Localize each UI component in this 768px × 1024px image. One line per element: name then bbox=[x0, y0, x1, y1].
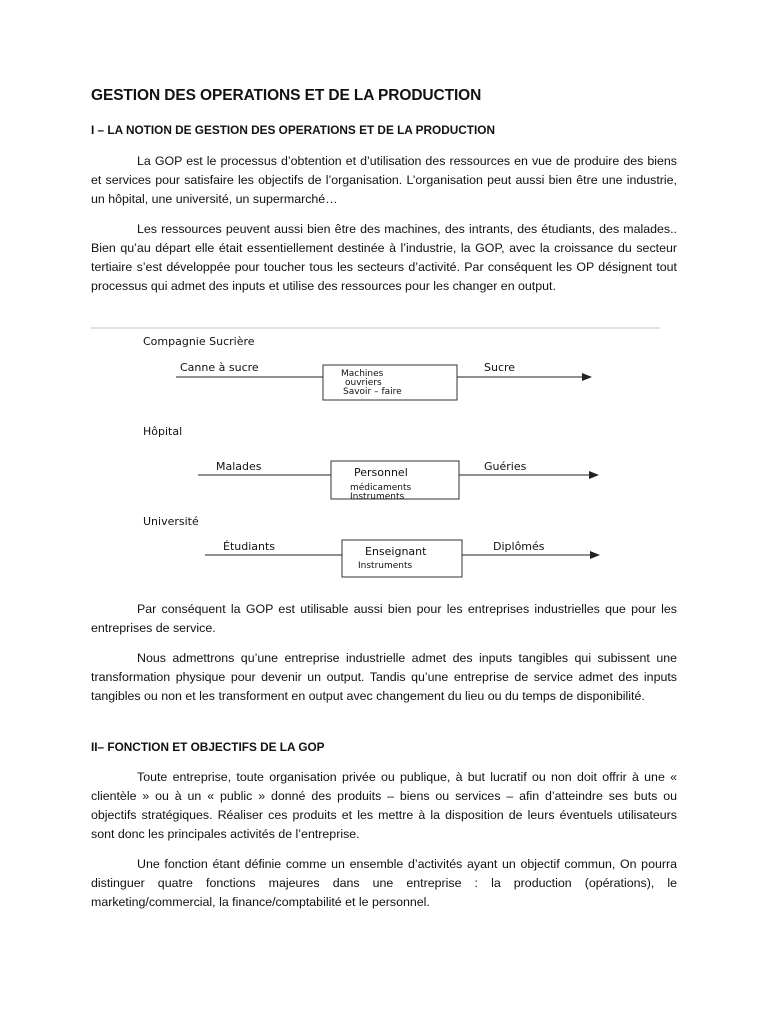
box-line: Instruments bbox=[358, 561, 413, 571]
document-title: GESTION DES OPERATIONS ET DE LA PRODUCTION bbox=[91, 87, 482, 104]
box-line: médicaments bbox=[350, 483, 412, 493]
example-label: Compagnie Sucrière bbox=[143, 335, 255, 348]
paragraph: Une fonction étant définie comme un ensemble d’activités ayant un objectif commun, On pourra distinguer quatre fonctions majeures dans une entreprise : la production (opérations), le marketing/commercial, la finance/comptabilité et le personnel. bbox=[91, 857, 677, 909]
example-label: Hôpital bbox=[143, 425, 183, 438]
section-1-heading: I – LA NOTION DE GESTION DES OPERATIONS ET DE LA PRODUCTION bbox=[91, 123, 495, 137]
input-output-diagram bbox=[88, 322, 668, 584]
example-label: Université bbox=[143, 515, 199, 528]
paragraph: Par conséquent la GOP est utilisable aussi bien pour les entreprises industrielles que pour les entreprises de service. bbox=[91, 602, 677, 635]
input-label: Malades bbox=[216, 460, 262, 473]
paragraph: Les ressources peuvent aussi bien être des machines, des intrants, des étudiants, des malades.. Bien qu’au départ elle était essentiellement destinée à l’industrie, la GOP, avec la croissance du secteur tertiaire s’est développée pour toucher tous les secteurs d’activité. Par conséquent les OP désignent tout processus qui admet des inputs et utilise des ressources pour les changer en output. bbox=[91, 222, 677, 293]
box-line: Instruments bbox=[350, 492, 405, 502]
box-line: Savoir – faire bbox=[343, 387, 402, 397]
paragraph: La GOP est le processus d’obtention et d’utilisation des ressources en vue de produire des biens et services pour satisfaire les objectifs de l’organisation. L’organisation peut aussi bien être une industrie, un hôpital, une université, un supermarché… bbox=[91, 154, 677, 206]
paragraph: Nous admettrons qu’une entreprise industrielle admet des inputs tangibles qui subissent une transformation physique pour devenir un output. Tandis qu’une entreprise de service admet des inputs tangibles ou non et les transforment en output avec changement du lieu ou du temps de disponibilité. bbox=[91, 651, 677, 703]
output-label: Sucre bbox=[484, 361, 516, 374]
input-label: Étudiants bbox=[223, 540, 276, 553]
box-line: Enseignant bbox=[365, 545, 427, 558]
box-line: ouvriers bbox=[345, 378, 382, 388]
input-label: Canne à sucre bbox=[180, 361, 259, 374]
output-label: Diplômés bbox=[493, 540, 545, 553]
section-2-heading: II– FONCTION ET OBJECTIFS DE LA GOP bbox=[91, 740, 325, 754]
paragraph: Toute entreprise, toute organisation privée ou publique, à but lucratif ou non doit offrir à une « clientèle » ou à un « public » donné des produits – biens ou services – afin d’atteindre ses buts ou objectifs stratégiques. Réaliser ces produits et les mettre à la disposition de leurs éventuels utilisateurs sont donc les principales activités de l’entreprise. bbox=[91, 770, 677, 841]
box-line: Personnel bbox=[354, 466, 408, 479]
box-line: Machines bbox=[341, 369, 384, 379]
output-label: Guéries bbox=[484, 460, 527, 473]
